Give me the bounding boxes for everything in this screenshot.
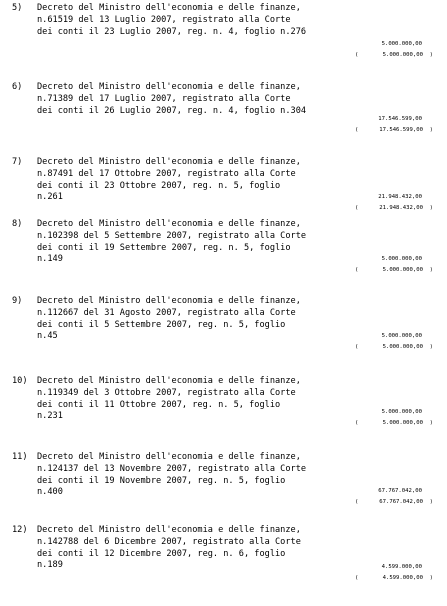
amount-value: 67.767.042,00 [378, 488, 422, 494]
amount-value: 5.000.000,00 [381, 333, 422, 339]
amount-paren-value: 5.000.000,00 [382, 52, 423, 58]
entry-number: 6) [12, 82, 23, 92]
entry-text [37, 219, 397, 266]
amount-value: 5.000.000,00 [381, 41, 422, 47]
entry-line: n.261 [37, 192, 63, 203]
entry-line: n.189 [37, 560, 63, 571]
entry-line: n.124137 del 13 Novembre 2007, registrato alla Corte [37, 463, 307, 474]
entry-line: dei conti il 11 Ottobre 2007, reg. n. 5, foglio [37, 399, 281, 410]
entry-line: dei conti il 12 Dicembre 2007, reg. n. 6, foglio [37, 548, 286, 559]
entry-line: n.102398 del 5 Settembre 2007, registrato alla Corte [37, 230, 307, 241]
entry-line: Decreto del Ministro dell'economia e delle finanze, [37, 3, 301, 13]
amount-paren-value: 4.599.000,00 [382, 575, 423, 581]
amount-paren-value: 17.546.599,00 [379, 127, 423, 133]
entry-text [37, 452, 397, 499]
entry-line: n.149 [37, 254, 63, 265]
entry-line: n.61519 del 13 Luglio 2007, registrato alla Corte [37, 14, 291, 25]
amount-paren-value: 5.000.000,00 [382, 267, 423, 273]
amount-parenthesized: ( 5.000.000,00 ) [355, 344, 433, 350]
entry-text [37, 376, 397, 423]
entry-text [37, 525, 397, 572]
entry-line: Decreto del Ministro dell'economia e delle finanze, [37, 219, 301, 229]
entry-number: 5) [12, 3, 23, 13]
amount-value: 4.599.000,00 [381, 564, 422, 570]
entry-text [37, 157, 397, 204]
entry-line: n.400 [37, 487, 63, 498]
entry-line: dei conti il 26 Luglio 2007, reg. n. 4, foglio n.304 [37, 105, 307, 116]
amount-value: 5.000.000,00 [381, 256, 422, 262]
amount-value: 5.000.000,00 [381, 409, 422, 415]
entry-line: n.45 [37, 331, 58, 342]
entry-line: Decreto del Ministro dell'economia e delle finanze, [37, 157, 301, 167]
amount-paren-value: 5.000.000,00 [382, 344, 423, 350]
entry-line: n.71389 del 17 Luglio 2007, registrato alla Corte [37, 93, 291, 104]
entry-line: dei conti il 19 Novembre 2007, reg. n. 5, foglio [37, 475, 286, 486]
entry-line: Decreto del Ministro dell'economia e delle finanze, [37, 525, 301, 535]
entry-line: Decreto del Ministro dell'economia e delle finanze, [37, 296, 301, 306]
amount-paren-value: 67.767.042,00 [379, 499, 423, 505]
amount-parenthesized: ( 4.599.000,00 ) [355, 575, 433, 581]
entry-line: Decreto del Ministro dell'economia e delle finanze, [37, 452, 301, 462]
entry-line: n.119349 del 3 Ottobre 2007, registrato alla Corte [37, 387, 296, 398]
entry-text [37, 296, 397, 343]
amount-paren-value: 5.000.000,00 [382, 420, 423, 426]
entry-number: 7) [12, 157, 23, 167]
entry-number: 10) [12, 376, 28, 386]
entry-line: Decreto del Ministro dell'economia e delle finanze, [37, 82, 301, 92]
entry-number: 9) [12, 296, 23, 306]
entry-line: n.231 [37, 411, 63, 422]
amount-parenthesized: ( 21.948.432,00 ) [355, 205, 433, 211]
entry-number: 8) [12, 219, 23, 229]
entry-line: n.87491 del 17 Ottobre 2007, registrato alla Corte [37, 168, 296, 179]
amount-parenthesized: ( 17.546.599,00 ) [355, 127, 433, 133]
entry-line: n.112667 del 31 Agosto 2007, registrato alla Corte [37, 307, 296, 318]
entry-number: 11) [12, 452, 28, 462]
entry-text [37, 3, 397, 38]
entry-number: 12) [12, 525, 28, 535]
amount-value: 21.948.432,00 [378, 194, 422, 200]
entry-line: dei conti il 23 Ottobre 2007, reg. n. 5, foglio [37, 180, 281, 191]
entry-line: Decreto del Ministro dell'economia e delle finanze, [37, 376, 301, 386]
amount-parenthesized: ( 67.767.042,00 ) [355, 499, 433, 505]
entry-line: dei conti il 5 Settembre 2007, reg. n. 5, foglio [37, 319, 286, 330]
amount-paren-value: 21.948.432,00 [379, 205, 423, 211]
amount-parenthesized: ( 5.000.000,00 ) [355, 52, 433, 58]
amount-parenthesized: ( 5.000.000,00 ) [355, 420, 433, 426]
entry-line: n.142788 del 6 Dicembre 2007, registrato alla Corte [37, 536, 301, 547]
entry-text [37, 82, 397, 117]
entry-line: dei conti il 19 Settembre 2007, reg. n. 5, foglio [37, 242, 291, 253]
amount-parenthesized: ( 5.000.000,00 ) [355, 267, 433, 273]
amount-value: 17.546.599,00 [378, 116, 422, 122]
entry-line: dei conti il 23 Luglio 2007, reg. n. 4, foglio n.276 [37, 26, 307, 37]
